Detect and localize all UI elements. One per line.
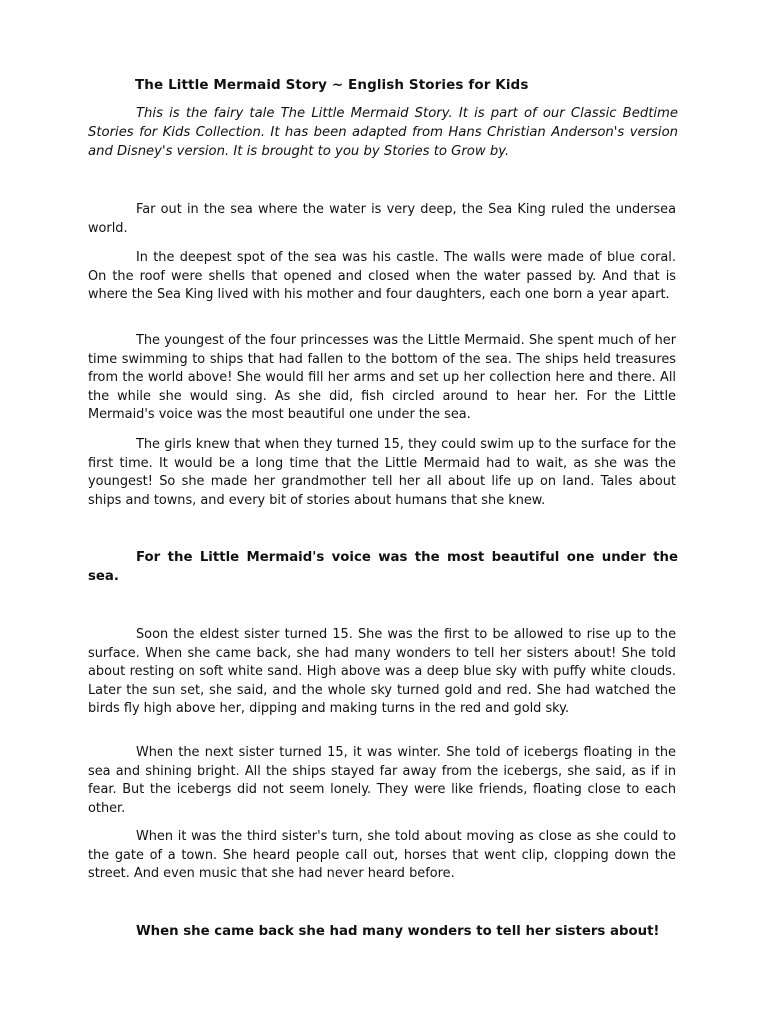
story-paragraph: Soon the eldest sister turned 15. She was the first to be allowed to rise up to the surface. When she came back, she had many wonders to tell her sisters about! She told about resting on soft white sand. High above was a deep blue sky with puffy white clouds. Later the sun set, she said, and the whole sky turned gold and red. She had watched the birds fly high above her, dipping and making turns in the red and gold sky.: [88, 627, 676, 716]
story-paragraph: When it was the third sister's turn, she told about moving as close as she could to the gate of a town. She heard people call out, horses that went clip, clopping down the street. And even music that she had never heard before.: [88, 829, 676, 881]
story-paragraph: When the next sister turned 15, it was winter. She told of icebergs floating in the sea and shining bright. All the ships stayed far away from the icebergs, she said, as if in fear. But the icebergs did not seem lonely. They were like friends, floating close to each other.: [88, 745, 676, 816]
story-paragraph: The youngest of the four princesses was the Little Mermaid. She spent much of her time swimming to ships that had fallen to the bottom of the sea. The ships held treasures from the world above! She would fill her arms and set up her collection here and there. All the while she would sing. As she did, fish circled around to hear her. For the Little Mermaid's voice was the most beautiful one under the sea.: [88, 333, 676, 422]
story-paragraph: Far out in the sea where the water is very deep, the Sea King ruled the undersea world.: [88, 202, 676, 236]
pull-quote: When she came back she had many wonders to tell her sisters about!: [136, 924, 660, 939]
story-paragraph: The girls knew that when they turned 15, they could swim up to the surface for the first time. It would be a long time that the Little Mermaid had to wait, as she was the youngest! So she made her grandmother tell her all about life up on land. Tales about ships and towns, and every bit of stories about humans that she knew.: [88, 437, 676, 508]
pull-quote: For the Little Mermaid's voice was the most beautiful one under the sea.: [88, 550, 678, 584]
story-paragraph: In the deepest spot of the sea was his castle. The walls were made of blue coral. On the roof were shells that opened and closed when the water passed by. And that is where the Sea King lived with his mother and four daughters, each one born a year apart.: [88, 250, 676, 302]
document-title: The Little Mermaid Story ~ English Stories for Kids: [135, 77, 529, 93]
intro-paragraph: This is the fairy tale The Little Mermaid Story. It is part of our Classic Bedtime Stories for Kids Collection. It has been adapted from Hans Christian Anderson's version and Disney's version. It is brought to you by Stories to Grow by.: [88, 106, 678, 159]
